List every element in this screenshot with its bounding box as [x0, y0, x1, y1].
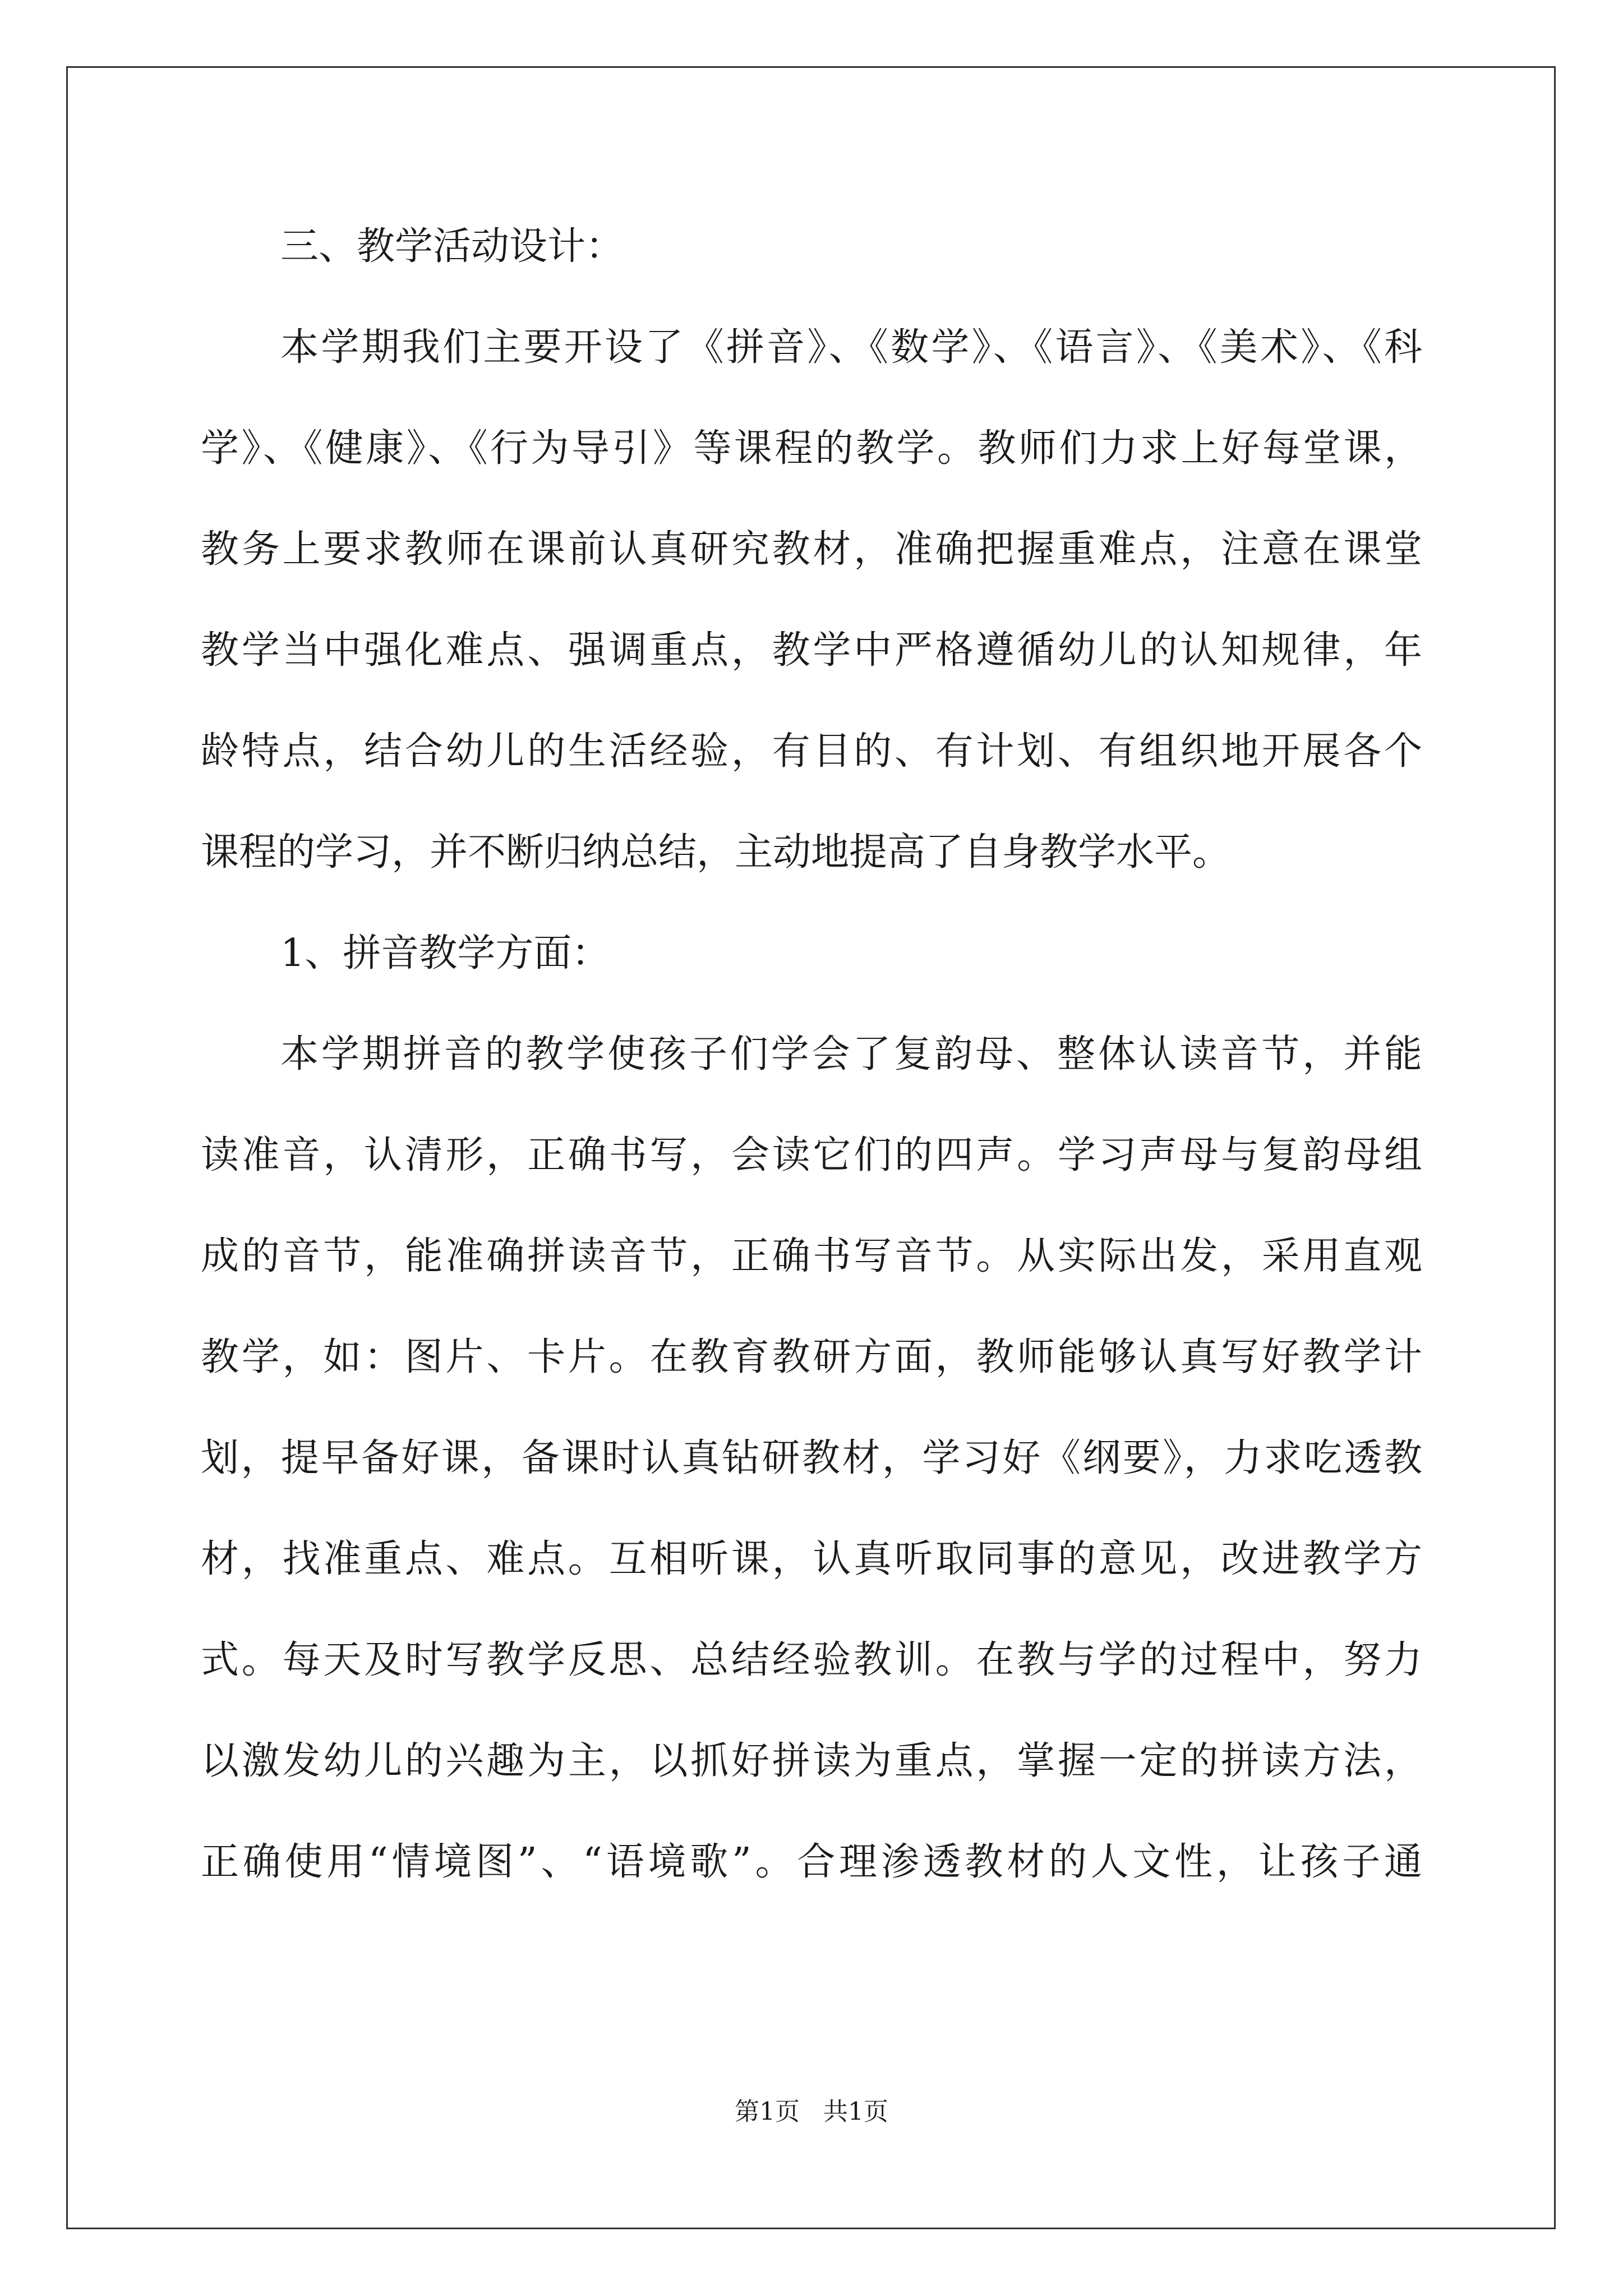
paragraph-line: 成的音节，能准确拼读音节，正确书写音节。从实际出发，采用直观 [201, 1234, 1422, 1278]
paragraph-line: 本学期拼音的教学使孩子们学会了复韵母、整体认读音节，并能 [280, 1032, 1422, 1076]
paragraph-line: 课程的学习，并不断归纳总结，主动地提高了自身教学水平。 [201, 830, 1231, 875]
paragraph-line: 读准音，认清形，正确书写，会读它们的四声。学习声母与复韵母组 [201, 1133, 1422, 1177]
paragraph-line: 以激发幼儿的兴趣为主，以抓好拼读为重点，掌握一定的拼读方法， [201, 1739, 1422, 1783]
paragraph-line: 正确使用“情境图”、“语境歌”。合理渗透教材的人文性，让孩子通 [201, 1840, 1422, 1884]
paragraph-line: 本学期我们主要开设了《拼音》、《数学》、《语言》、《美术》、《科 [280, 325, 1422, 370]
paragraph-line: 学》、《健康》、《行为导引》等课程的教学。教师们力求上好每堂课， [201, 426, 1422, 471]
paragraph-line: 划，提早备好课，备课时认真钻研教材，学习好《纲要》，力求吃透教 [201, 1436, 1422, 1480]
section-heading: 三、教学活动设计： [280, 224, 624, 269]
paragraph-line: 教学当中强化难点、强调重点，教学中严格遵循幼儿的认知规律，年 [201, 628, 1422, 673]
subsection-heading: 1、拼音教学方面： [280, 931, 610, 976]
paragraph-line: 式。每天及时写教学反思、总结经验教训。在教与学的过程中，努力 [201, 1638, 1422, 1682]
paragraph-line: 龄特点，结合幼儿的生活经验，有目的、有计划、有组织地开展各个 [201, 729, 1422, 774]
page-number-footer: 第1页 共1页 [735, 2097, 888, 2126]
paragraph-line: 教务上要求教师在课前认真研究教材，准确把握重难点，注意在课堂 [201, 527, 1422, 572]
paragraph-line: 材，找准重点、难点。互相听课，认真听取同事的意见，改进教学方 [201, 1537, 1422, 1581]
paragraph-line: 教学，如：图片、卡片。在教育教研方面，教师能够认真写好教学计 [201, 1335, 1422, 1379]
